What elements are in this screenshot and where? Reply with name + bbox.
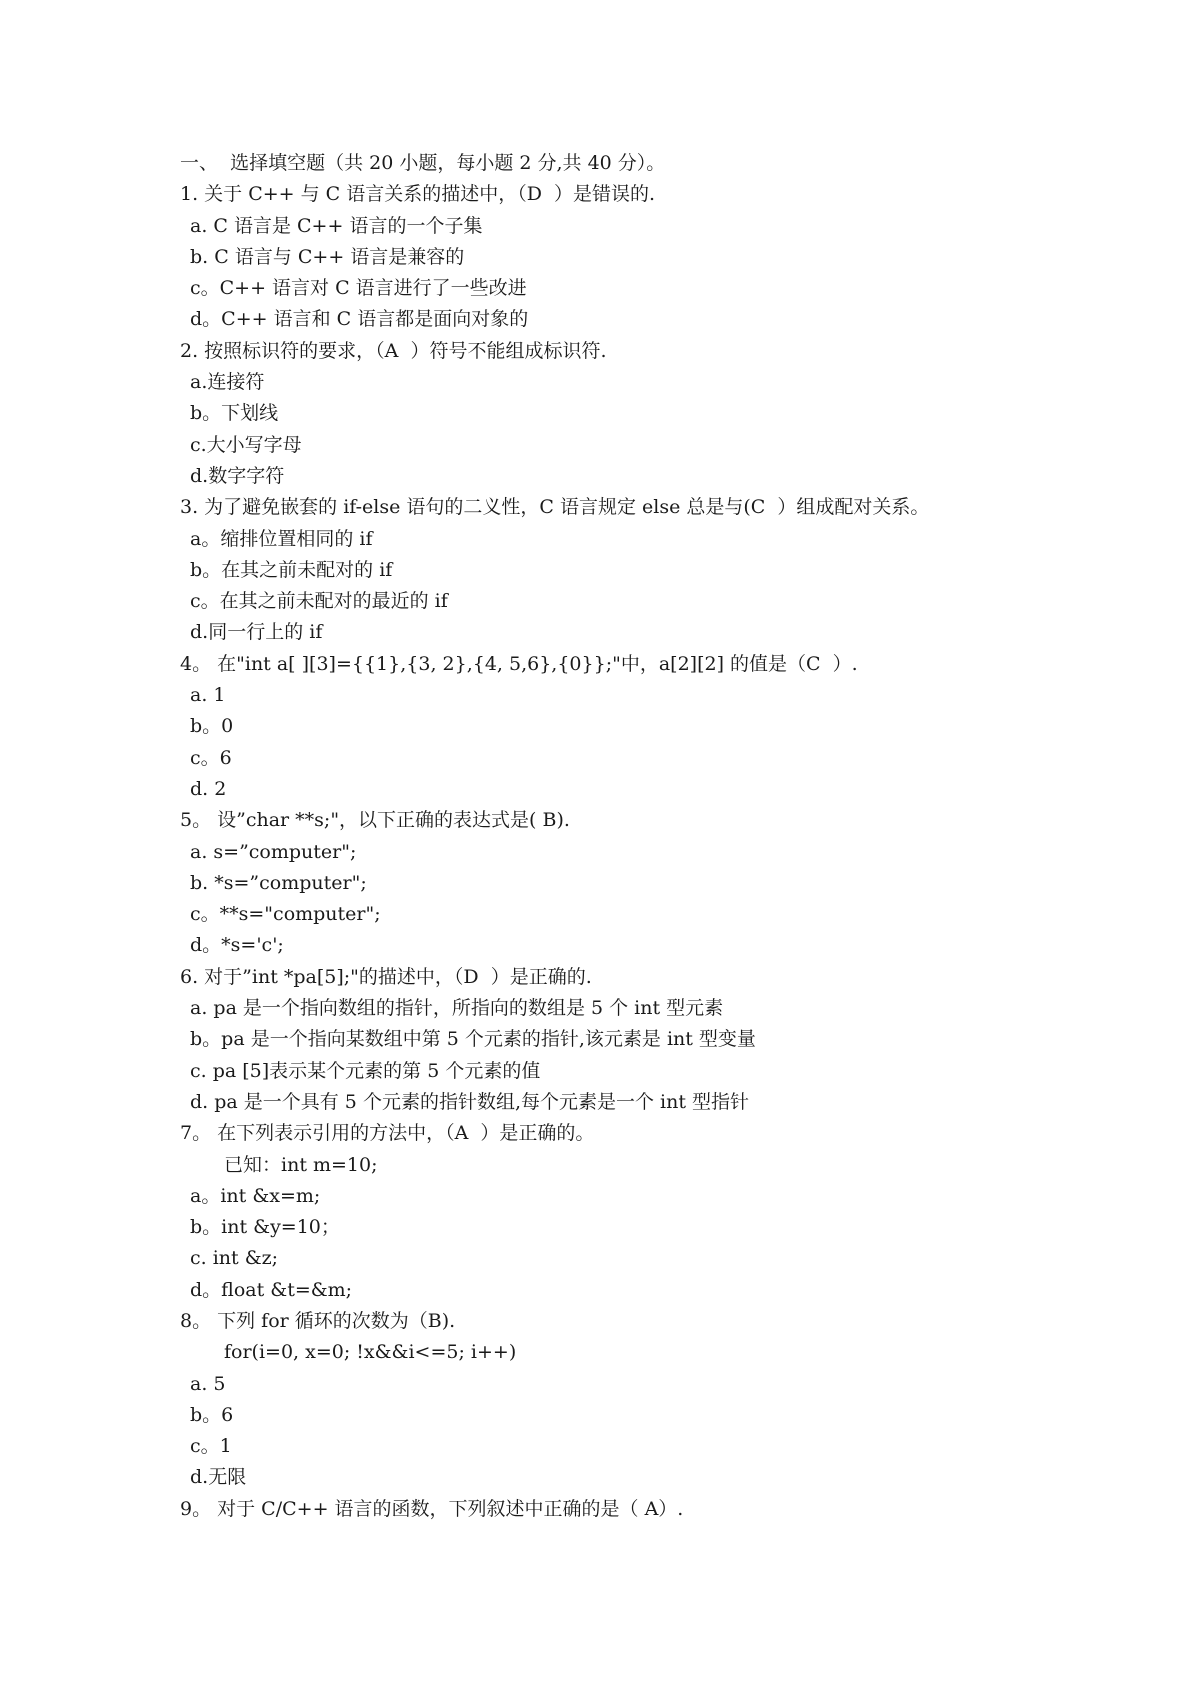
question-5-option-a: a. s=”computer"; (190, 840, 357, 863)
section-heading: 一、 选择填空题（共 20 小题，每小题 2 分,共 40 分）。 (180, 152, 666, 174)
question-6: 6. 对于”int *pa[5];"的描述中，（D ）是正确的. (180, 965, 592, 988)
exam-content (180, 148, 1080, 1525)
question-8-code: for(i=0, x=0; !x&&i<=5; i++) (224, 1341, 517, 1364)
question-8-option-b: b。6 (190, 1403, 234, 1426)
question-9: 9。 对于 C/C++ 语言的函数，下列叙述中正确的是（ A）. (180, 1497, 684, 1520)
question-5-option-b: b. *s=”computer"; (190, 871, 367, 894)
question-6-option-b: b。pa 是一个指向某数组中第 5 个元素的指针,该元素是 int 型变量 (190, 1028, 756, 1051)
question-8-option-a: a. 5 (190, 1372, 226, 1395)
question-1-option-d: d。C++ 语言和 C 语言都是面向对象的 (190, 308, 529, 331)
question-7-given: 已知：int m=10; (224, 1153, 378, 1176)
question-2-option-d: d.数字字符 (190, 464, 285, 487)
question-7-option-a: a。int &x=m; (190, 1184, 321, 1207)
question-1: 1. 关于 C++ 与 C 语言关系的描述中，（D ）是错误的. (180, 183, 656, 206)
question-8: 8。 下列 for 循环的次数为（B). (180, 1309, 456, 1332)
question-3: 3. 为了避免嵌套的 if-else 语句的二义性，C 语言规定 else 总是与(C ）组成配对关系。 (180, 496, 930, 519)
question-4: 4。 在"int a[ ][3]={{1},{3, 2},{4, 5,6},{0}};"中，a[2][2] 的值是（C ）. (180, 652, 858, 675)
question-6-option-a: a. pa 是一个指向数组的指针，所指向的数组是 5 个 int 型元素 (190, 997, 724, 1020)
question-7-option-d: d。float &t=&m; (190, 1278, 353, 1301)
question-2-option-c: c.大小写字母 (190, 433, 302, 456)
question-8-option-d: d.无限 (190, 1466, 247, 1489)
question-3-option-a: a。缩排位置相同的 if (190, 527, 373, 550)
question-4-option-d: d. 2 (190, 777, 227, 800)
question-4-option-b: b。0 (190, 715, 234, 738)
question-3-option-c: c。在其之前未配对的最近的 if (190, 590, 448, 613)
question-1-option-b: b. C 语言与 C++ 语言是兼容的 (190, 245, 465, 268)
question-7-option-c: c. int &z; (190, 1247, 279, 1270)
question-1-option-a: a. C 语言是 C++ 语言的一个子集 (190, 214, 483, 237)
question-5-option-c: c。**s="computer"; (190, 903, 381, 926)
question-3-option-d: d.同一行上的 if (190, 621, 323, 644)
question-5: 5。 设”char **s;"，以下正确的表达式是( B). (180, 809, 570, 832)
question-6-option-d: d. pa 是一个具有 5 个元素的指针数组,每个元素是一个 int 型指针 (190, 1090, 750, 1113)
question-4-option-a: a. 1 (190, 684, 226, 707)
question-2-option-b: b。下划线 (190, 402, 279, 425)
question-2-option-a: a.连接符 (190, 371, 265, 394)
question-4-option-c: c。6 (190, 746, 232, 769)
question-1-option-c: c。C++ 语言对 C 语言进行了一些改进 (190, 277, 527, 300)
question-7: 7。 在下列表示引用的方法中，（A ）是正确的。 (180, 1122, 595, 1145)
question-6-option-c: c. pa [5]表示某个元素的第 5 个元素的值 (190, 1059, 541, 1082)
question-5-option-d: d。*s='c'; (190, 934, 284, 957)
question-3-option-b: b。在其之前未配对的 if (190, 558, 393, 581)
question-7-option-b: b。int &y=10； (190, 1216, 340, 1239)
question-8-option-c: c。1 (190, 1435, 232, 1458)
question-2: 2. 按照标识符的要求，（A ）符号不能组成标识符. (180, 339, 607, 362)
